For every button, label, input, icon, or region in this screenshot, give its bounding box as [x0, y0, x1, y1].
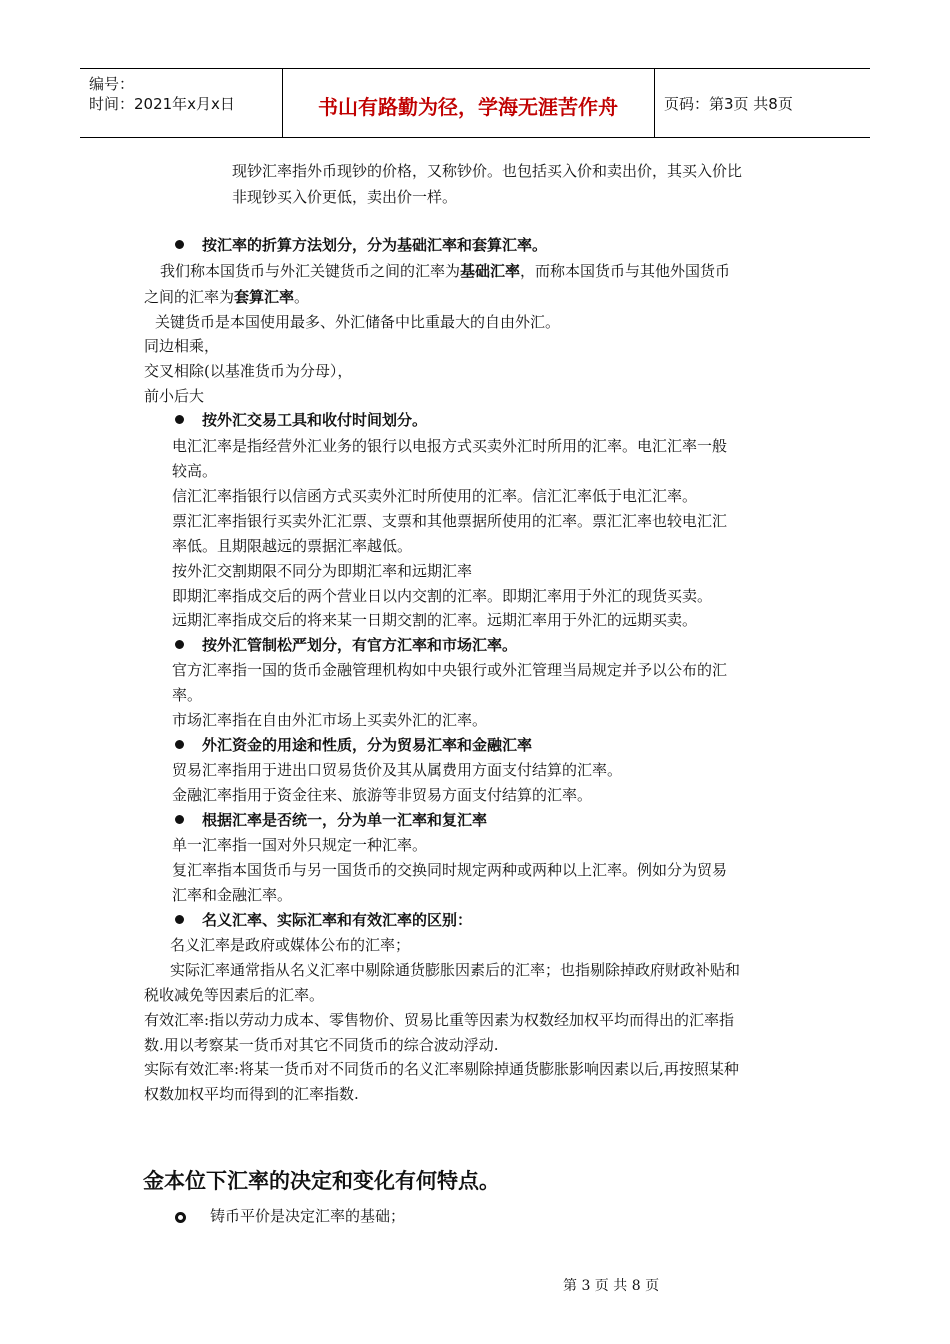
paragraph-line: 即期汇率指成交后的两个营业日以内交割的汇率。即期汇率用于外汇的现货买卖。 [172, 587, 713, 605]
number-label: 编号： [89, 75, 135, 93]
paragraph-line: 同边相乘， [144, 337, 220, 355]
term-bold: 基础汇率 [460, 262, 521, 280]
text-run: 我们称本国货币与外汇关键货币之间的汇率为 [160, 262, 461, 280]
bullet-icon [175, 640, 184, 649]
paragraph-line: 税收减免等因素后的汇率。 [144, 986, 325, 1004]
paragraph-line: 权数加权平均而得到的汇率指数. [144, 1085, 359, 1103]
paragraph-line: 较高。 [172, 462, 218, 480]
text-run: ，而称本国货币与其他外国货币 [520, 262, 731, 280]
paragraph-line: 现钞汇率指外币现钞的价格，又称钞价。也包括买入价和卖出价，其买入价比 [232, 162, 743, 180]
section-point: 按外汇管制松严划分，有官方汇率和市场汇率。 [202, 636, 518, 654]
term-bold: 套算汇率 [234, 288, 295, 306]
paragraph-line: 贸易汇率指用于进出口贸易货价及其从属费用方面支付结算的汇率。 [172, 761, 623, 779]
paragraph-line [144, 287, 309, 307]
time-label: 时间：2021年x月x日 [89, 95, 235, 113]
paragraph-line: 官方汇率指一国的货币金融管理机构如中央银行或外汇管理当局规定并予以公布的汇 [172, 661, 728, 679]
header-info-cell [80, 69, 283, 137]
section-point: 根据汇率是否统一，分为单一汇率和复汇率 [202, 811, 488, 829]
paragraph-line: 有效汇率:指以劳动力成本、零售物价、贸易比重等因素为权数经加权平均而得出的汇率指 [144, 1011, 735, 1029]
page-footer: 第 3 页 共 8 页 [563, 1278, 660, 1294]
text-run: 。 [294, 288, 310, 306]
paragraph-line: 铸币平价是决定汇率的基础； [210, 1207, 406, 1225]
section-point: 名义汇率、实际汇率和有效汇率的区别： [202, 911, 473, 929]
text-run: 之间的汇率为 [144, 288, 235, 306]
paragraph-line: 关键货币是本国使用最多、外汇储备中比重最大的自由外汇。 [155, 313, 561, 331]
motto-text: 书山有路勤为径，学海无涯苦作舟 [318, 95, 618, 119]
paragraph-line: 实际有效汇率:将某一货币对不同货币的名义汇率剔除掉通货膨胀影响因素以后,再按照某种 [144, 1060, 739, 1078]
bullet-icon [175, 240, 184, 249]
header-motto-cell [282, 69, 655, 137]
section-heading: 金本位下汇率的决定和变化有何特点。 [143, 1169, 500, 1193]
section-point: 按外汇交易工具和收付时间划分。 [202, 411, 428, 429]
bullet-icon [175, 415, 184, 424]
page-indicator: 页码：第3页 共8页 [664, 95, 793, 113]
header-page-cell [654, 69, 870, 137]
paragraph-line: 交叉相除(以基准货币为分母）， [144, 362, 353, 380]
bullet-icon [175, 815, 184, 824]
paragraph-line: 市场汇率指在自由外汇市场上买卖外汇的汇率。 [172, 711, 488, 729]
section-point: 外汇资金的用途和性质，分为贸易汇率和金融汇率 [202, 736, 533, 754]
paragraph-line: 非现钞买入价更低，卖出价一样。 [232, 188, 458, 206]
paragraph-line: 率低。且期限越远的票据汇率越低。 [172, 537, 413, 555]
paragraph-line: 名义汇率是政府或媒体公布的汇率； [170, 936, 411, 954]
paragraph-line: 票汇汇率指银行买卖外汇汇票、支票和其他票据所使用的汇率。票汇汇率也较电汇汇 [172, 512, 728, 530]
paragraph-line: 数.用以考察某一货币对其它不同货币的综合波动浮动. [144, 1036, 499, 1054]
bullet-icon [175, 915, 184, 924]
paragraph-line: 电汇汇率是指经营外汇业务的银行以电报方式买卖外汇时所用的汇率。电汇汇率一般 [172, 437, 728, 455]
page-header [80, 68, 870, 138]
paragraph-line: 单一汇率指一国对外只规定一种汇率。 [172, 836, 428, 854]
paragraph-line: 复汇率指本国货币与另一国货币的交换同时规定两种或两种以上汇率。例如分为贸易 [172, 861, 728, 879]
paragraph-line: 信汇汇率指银行以信函方式买卖外汇时所使用的汇率。信汇汇率低于电汇汇率。 [172, 487, 698, 505]
bullet-icon [175, 740, 184, 749]
paragraph-line: 远期汇率指成交后的将来某一日期交割的汇率。远期汇率用于外汇的远期买卖。 [172, 611, 698, 629]
paragraph-line: 金融汇率指用于资金往来、旅游等非贸易方面支付结算的汇率。 [172, 786, 593, 804]
paragraph-line: 汇率和金融汇率。 [172, 886, 293, 904]
paragraph-line: 实际汇率通常指从名义汇率中剔除通货膨胀因素后的汇率；也指剔除掉政府财政补贴和 [170, 961, 741, 979]
paragraph-line: 按外汇交割期限不同分为即期汇率和远期汇率 [172, 562, 473, 580]
paragraph-line: 前小后大 [144, 387, 205, 405]
section-point: 按汇率的折算方法划分，分为基础汇率和套算汇率。 [202, 236, 548, 254]
paragraph-line: 率。 [172, 686, 203, 704]
paragraph-line [160, 261, 730, 281]
bullet-icon [175, 1212, 186, 1223]
